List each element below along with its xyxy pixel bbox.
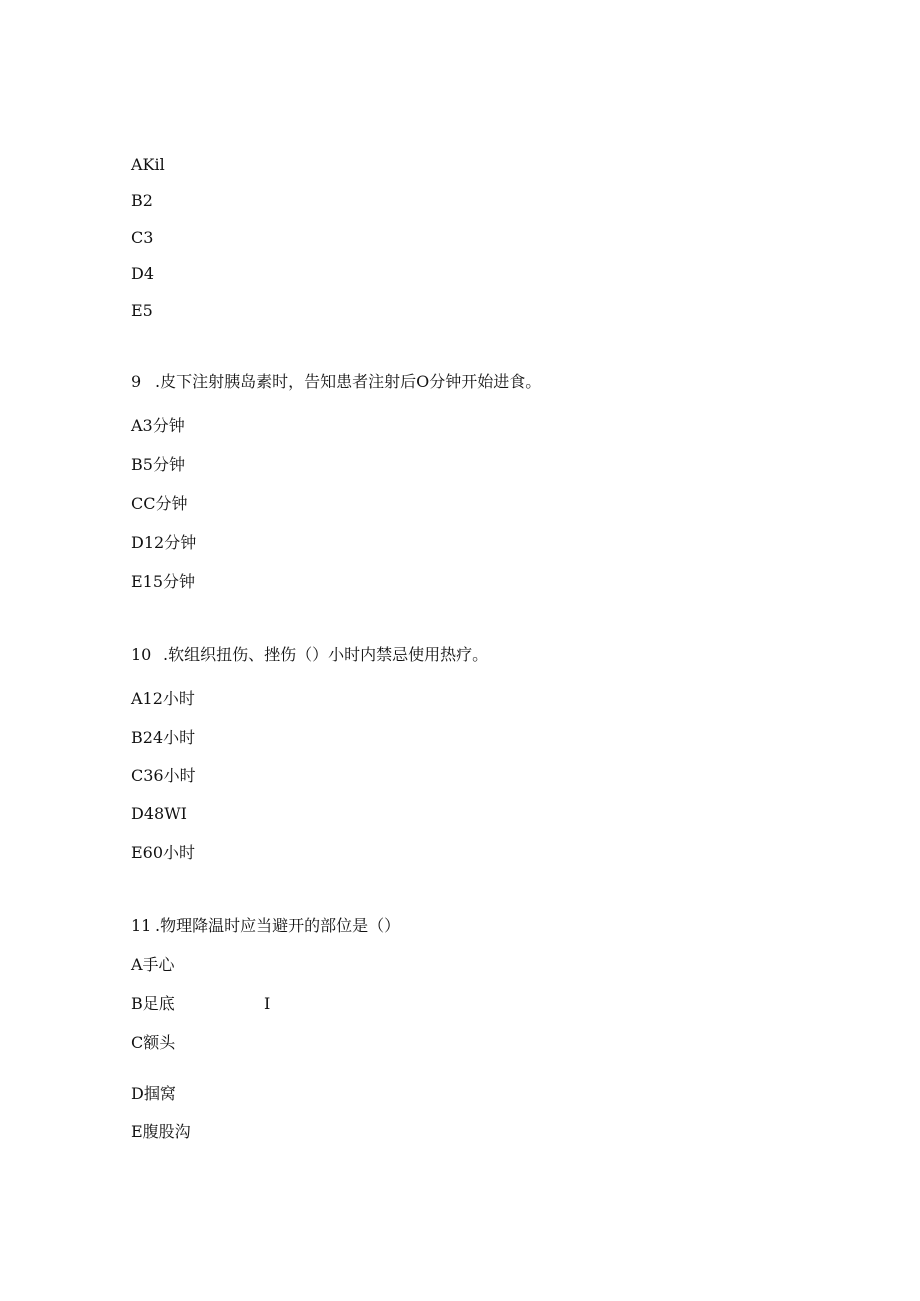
q9-option-c: CC分钟 [131, 494, 188, 513]
question-number: 10 [131, 645, 152, 664]
q11-option-b: B足底 [131, 994, 175, 1013]
q9-option-d: D12分钟 [131, 533, 197, 552]
question-11 [131, 916, 400, 936]
question-number: 11 [131, 916, 152, 935]
question-text: .软组织扭伤、挫伤（）小时内禁忌使用热疗。 [163, 645, 489, 664]
q9-option-e: E15分钟 [131, 572, 196, 591]
prev-option-b: B2 [131, 191, 153, 210]
q10-option-e: E60小时 [131, 843, 196, 862]
prev-option-c: C3 [131, 228, 154, 247]
question-10 [131, 645, 488, 665]
q11-option-a: A手心 [131, 955, 175, 974]
prev-option-d: D4 [131, 264, 155, 283]
q9-option-b: B5分钟 [131, 455, 185, 474]
q10-option-c: C36小时 [131, 766, 196, 785]
q10-option-d: D48WI [131, 804, 187, 823]
stray-mark: I [264, 994, 271, 1013]
q9-option-a: A3分钟 [131, 416, 185, 435]
q11-option-d: D掴窝 [131, 1084, 176, 1103]
q10-option-b: B24小时 [131, 728, 196, 747]
q11-option-c: C额头 [131, 1033, 176, 1052]
prev-option-a: AKil [131, 155, 165, 174]
prev-option-e: E5 [131, 301, 153, 320]
question-number: 9 [131, 372, 142, 391]
question-text: .物理降温时应当避开的部位是（） [155, 916, 401, 935]
question-text: .皮下注射胰岛素时，告知患者注射后O分钟开始进食。 [155, 372, 542, 391]
question-9 [131, 372, 541, 392]
q10-option-a: A12小时 [131, 689, 195, 708]
q11-option-e: E腹股沟 [131, 1122, 191, 1141]
